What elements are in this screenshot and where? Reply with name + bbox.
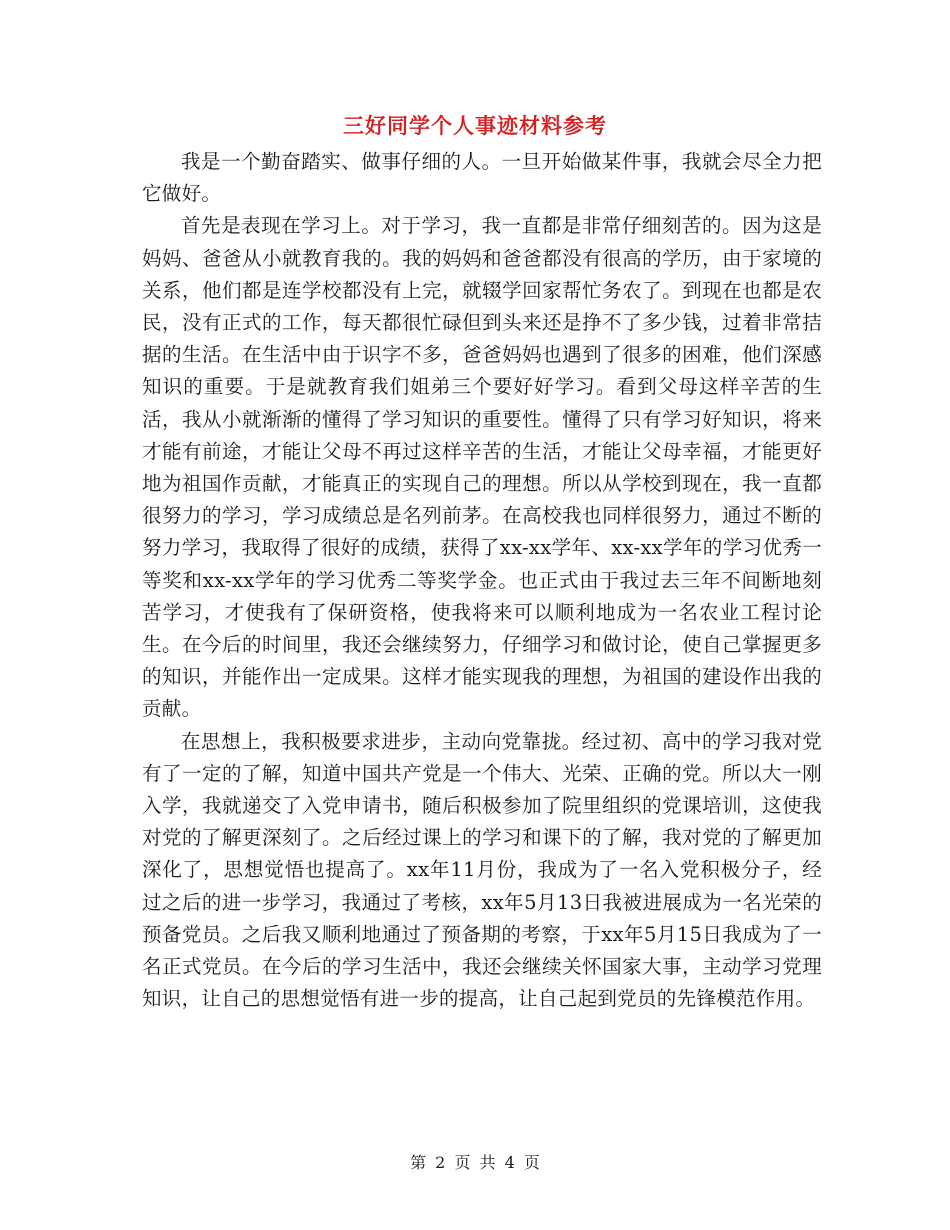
- page-number-footer: 第 2 页 共 4 页: [410, 1153, 540, 1172]
- paragraph-ideology: 在思想上，我积极要求进步，主动向党靠拢。经过初、高中的学习我对党有了一定的了解，知道中国共产党是一个伟大、光荣、正确的党。所以大一刚入学，我就递交了入党申请书，随后积极参加了院里组织的党课培训，这使我对党的了解更深刻了。之后经过课上的学习和课下的了解，我对党的了解更加深化了，思想觉悟也提高了。xx年11月份，我成为了一名入党积极分子，经过之后的进一步学习，我通过了考核，xx年5月13日我被进展成为一名光荣的预备党员。之后我又顺利地通过了预备期的考察，于xx年5月15日我成为了一名正式党员。在今后的学习生活中，我还会继续关怀国家大事，主动学习党理知识，让自己的思想觉悟有进一步的提高，让自己起到党员的先锋模范作用。: [142, 729, 822, 1011]
- paragraph-intro: 我是一个勤奋踏实、做事仔细的人。一旦开始做某件事，我就会尽全力把它做好。: [142, 150, 822, 206]
- document-body: [142, 146, 822, 1015]
- document-title: 三好同学个人事迹材料参考: [343, 113, 607, 138]
- paragraph-study: 首先是表现在学习上。对于学习，我一直都是非常仔细刻苦的。因为这是妈妈、爸爸从小就教育我的。我的妈妈和爸爸都没有很高的学历，由于家境的关系，他们都是连学校都没有上完，就辍学回家帮忙务农了。到现在也都是农民，没有正式的工作，每天都很忙碌但到头来还是挣不了多少钱，过着非常拮据的生活。在生活中由于识字不多，爸爸妈妈也遇到了很多的困难，他们深感知识的重要。于是就教育我们姐弟三个要好好学习。看到父母这样辛苦的生活，我从小就渐渐的懂得了学习知识的重要性。懂得了只有学习好知识，将来才能有前途，才能让父母不再过这样辛苦的生活，才能让父母幸福，才能更好地为祖国作贡献，才能真正的实现自己的理想。所以从学校到现在，我一直都很努力的学习，学习成绩总是名列前茅。在高校我也同样很努力，通过不断的努力学习，我取得了很好的成绩，获得了xx-xx学年、xx-xx学年的学习优秀一等奖和xx-xx学年的学习优秀二等奖学金。也正式由于我过去三年不间断地刻苦学习，才使我有了保研资格，使我将来可以顺利地成为一名农业工程讨论生。在今后的时间里，我还会继续努力，仔细学习和做讨论，使自己掌握更多的知识，并能作出一定成果。这样才能实现我的理想，为祖国的建设作出我的贡献。: [142, 214, 822, 721]
